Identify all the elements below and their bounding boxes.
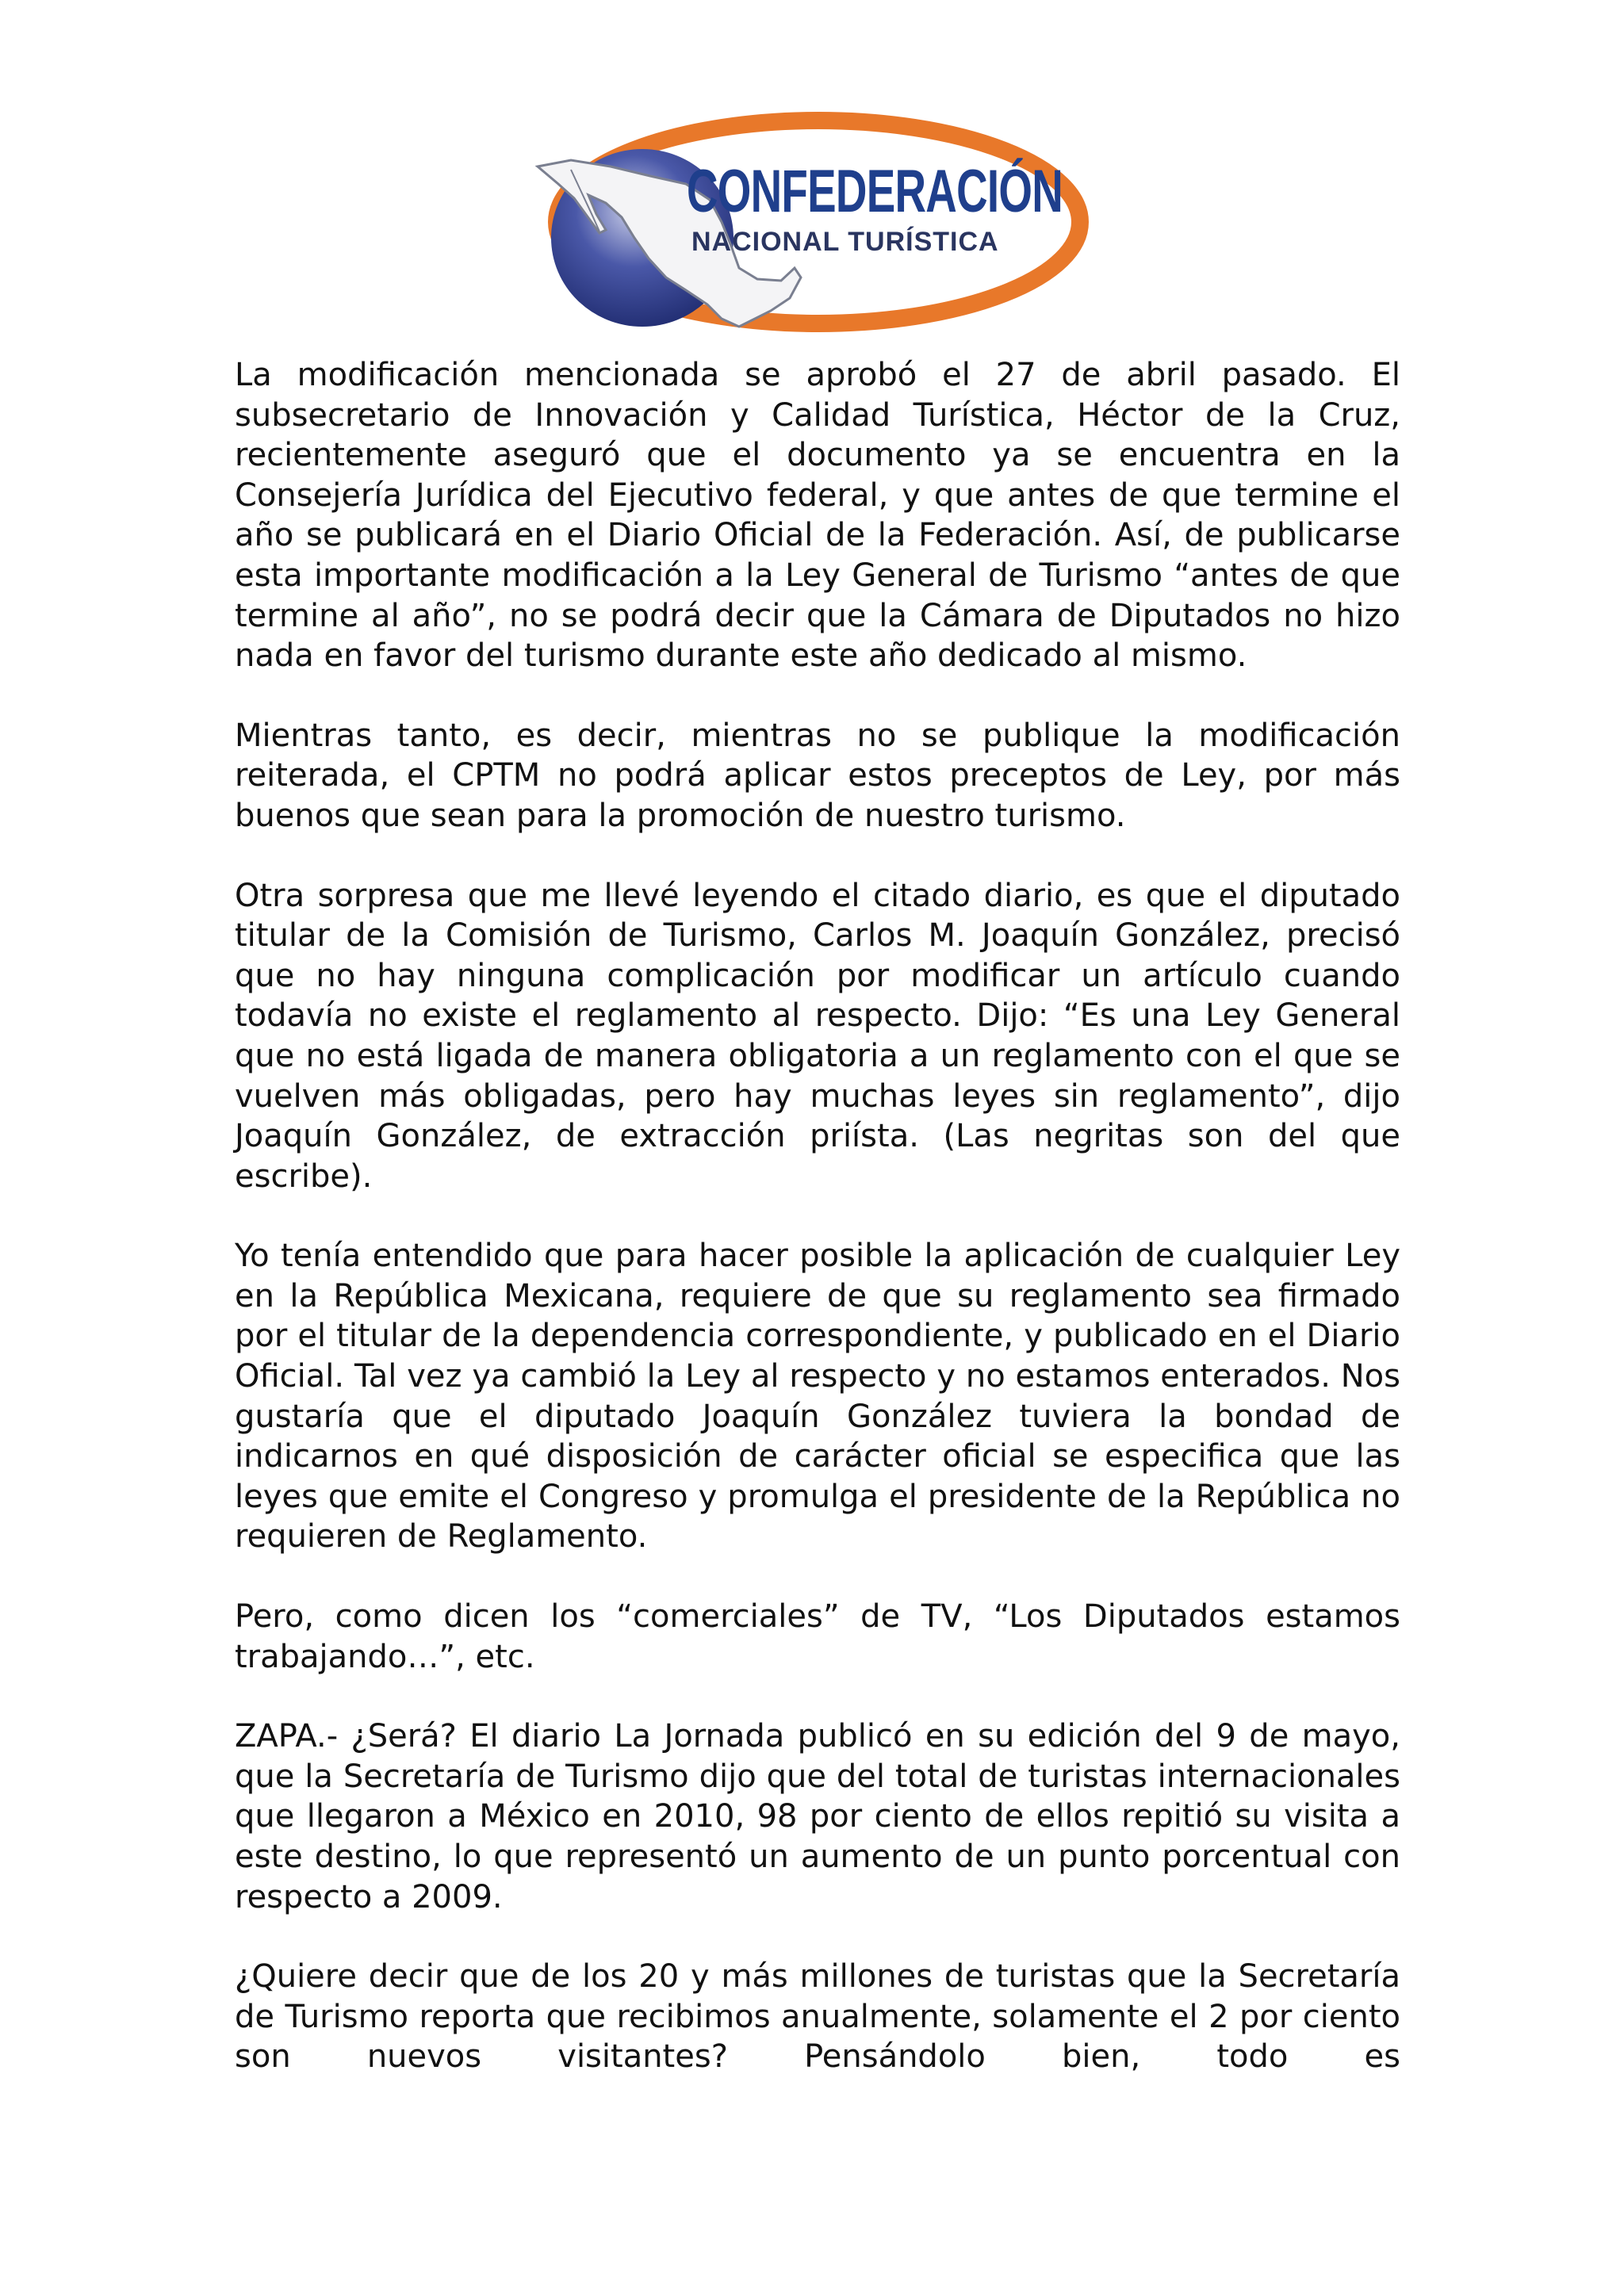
confederacion-logo [523, 111, 1094, 349]
paragraph: Yo tenía entendido que para hacer posible la aplicación de cualquier Ley en la República Mexicana, requiere de que su reglamento sea firmado por el titular de la dependencia correspondiente, y publicado en el Diario Oficial. Tal vez ya cambió la Ley al respecto y no estamos enterados. Nos gustaría que el diputado Joaquín González tuviera la bondad de indicarnos en qué disposición de carácter oficial se especifica que las leyes que emite el Congreso y promulga el presidente de la República no requieren de Reglamento. [235, 1238, 1400, 1556]
paragraph: ¿Quiere decir que de los 20 y más millones de turistas que la Secretaría de Turismo reporta que recibimos anualmente, solamente el 2 por ciento son nuevos visitantes? Pensándolo bien, todo es [235, 1958, 1400, 2076]
paragraph: Pero, como dicen los “comerciales” de TV, “Los Diputados estamos trabajando…”, etc. [235, 1598, 1400, 1675]
paragraph: ZAPA.- ¿Será? El diario La Jornada publicó en su edición del 9 de mayo, que la Secretaría de Turismo dijo que del total de turistas internacionales que llegaron a México en 2010, 98 por ciento de ellos repitió su visita a este destino, lo que representó un aumento de un punto porcentual con respecto a 2009. [235, 1718, 1400, 1915]
document-body [235, 355, 1400, 2077]
paragraph: Mientras tanto, es decir, mientras no se publique la modificación reiterada, el CPTM no podrá aplicar estos preceptos de Ley, por más buenos que sean para la promoción de nuestro turismo. [235, 717, 1400, 834]
logo-subtitle: NACIONAL TURÍSTICA [691, 227, 999, 257]
paragraph: Otra sorpresa que me llevé leyendo el citado diario, es que el diputado titular de la Comisión de Turismo, Carlos M. Joaquín González, precisó que no hay ninguna complicación por modificar un artículo cuando todavía no existe el reglamento al respecto. Dijo: “Es una Ley General que no está ligada de manera obligatoria a un reglamento con el que se vuelven más obligadas, pero hay muchas leyes sin reglamento”, dijo Joaquín González, de extracción priísta. (Las negritas son del que escribe). [235, 877, 1400, 1195]
logo-title: CONFEDERACIÓN [687, 158, 1063, 225]
paragraph: La modificación mencionada se aprobó el 27 de abril pasado. El subsecretario de Innovación y Calidad Turística, Héctor de la Cruz, recientemente aseguró que el documento ya se encuentra en la Consejería Jurídica del Ejecutivo federal, y que antes de que termine el año se publicará en el Diario Oficial de la Federación. Así, de publicarse esta importante modificación a la Ley General de Turismo “antes de que termine al año”, no se podrá decir que la Cámara de Diputados no hizo nada en favor del turismo durante este año dedicado al mismo. [235, 357, 1400, 675]
